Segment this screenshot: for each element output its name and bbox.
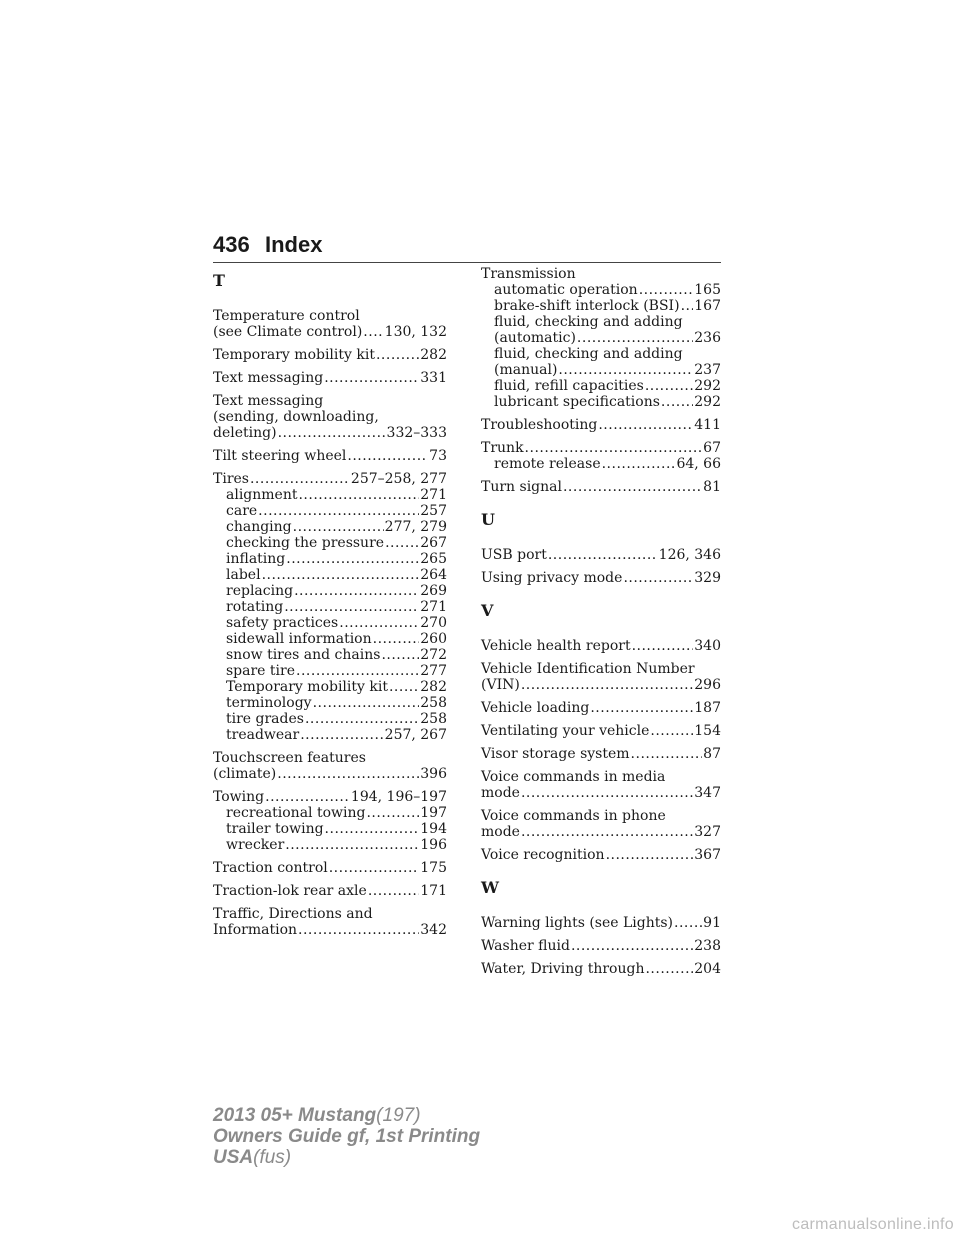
subentry-text: remote release bbox=[494, 456, 601, 472]
page-ref: 260 bbox=[420, 631, 447, 647]
subentry-text: trailer towing bbox=[226, 821, 324, 837]
index-entry bbox=[481, 638, 721, 654]
index-entry bbox=[481, 661, 721, 693]
site-watermark: carmanualsonline.info bbox=[792, 1216, 954, 1233]
footer-guide: Owners Guide gf, 1st Printing bbox=[213, 1126, 481, 1147]
entry-text: Towing bbox=[213, 789, 265, 805]
subentry-text: changing bbox=[226, 519, 292, 535]
page-ref: 258 bbox=[420, 695, 447, 711]
page-ref: 126, 346 bbox=[658, 547, 721, 563]
entry-text: Voice commands in phone bbox=[481, 808, 666, 824]
index-entry bbox=[481, 440, 721, 472]
subentry-list bbox=[226, 487, 447, 743]
footer-model-code: (197) bbox=[376, 1105, 421, 1126]
page-ref: 277, 279 bbox=[384, 519, 447, 535]
entry-text: Text messaging bbox=[213, 393, 324, 409]
subentry-text: rotating bbox=[226, 599, 284, 615]
entry-text: mode bbox=[481, 785, 520, 801]
page-ref: 236 bbox=[694, 330, 721, 346]
page-ref: 342 bbox=[420, 922, 447, 938]
subentry-text: fluid, checking and adding bbox=[494, 314, 683, 330]
index-entry bbox=[481, 915, 721, 931]
index-entry bbox=[213, 471, 447, 743]
page-ref: 257–258, 277 bbox=[350, 471, 447, 487]
subentry-text: safety practices bbox=[226, 615, 339, 631]
page-ref: 340 bbox=[694, 638, 721, 654]
page-ref: 73 bbox=[429, 448, 447, 464]
entry-text: Troubleshooting bbox=[481, 417, 598, 433]
entry-text: Transmission bbox=[481, 266, 576, 282]
footer-model: 2013 05+ Mustang bbox=[213, 1105, 377, 1126]
subentry-text: (automatic) bbox=[494, 330, 576, 346]
page-ref: 81 bbox=[703, 479, 721, 495]
entry-text: Vehicle health report bbox=[481, 638, 631, 654]
page-ref: 167 bbox=[694, 298, 721, 314]
page-ref: 154 bbox=[694, 723, 721, 739]
page-ref: 267 bbox=[420, 535, 447, 551]
entry-text: Turn signal bbox=[481, 479, 562, 495]
index-entry bbox=[481, 938, 721, 954]
page-ref: 87 bbox=[703, 746, 721, 762]
footer-market-code: (fus) bbox=[253, 1147, 292, 1168]
page-ref: 187 bbox=[694, 700, 721, 716]
page-ref: 171 bbox=[420, 883, 447, 899]
section-letter-u: U bbox=[481, 510, 495, 529]
subentry-text: spare tire bbox=[226, 663, 296, 679]
entry-text: Tilt steering wheel bbox=[213, 448, 347, 464]
page-ref: 331 bbox=[420, 370, 447, 386]
page-ref: 196 bbox=[420, 837, 447, 853]
section-letter-v: V bbox=[481, 601, 494, 620]
page-ref: 237 bbox=[694, 362, 721, 378]
entry-text: Traction control bbox=[213, 860, 328, 876]
page-ref: 292 bbox=[694, 378, 721, 394]
index-entry bbox=[481, 723, 721, 739]
page-ref: 64, 66 bbox=[676, 456, 721, 472]
page-ref: 282 bbox=[420, 347, 447, 363]
entry-text: Voice recognition bbox=[481, 847, 605, 863]
index-entry bbox=[213, 789, 447, 853]
page-ref: 238 bbox=[694, 938, 721, 954]
entry-text: (climate) bbox=[213, 766, 277, 782]
page-ref: 130, 132 bbox=[384, 324, 447, 340]
entry-text: (VIN) bbox=[481, 677, 520, 693]
page-ref: 165 bbox=[694, 282, 721, 298]
page-title: Index bbox=[265, 232, 323, 257]
page-ref: 367 bbox=[694, 847, 721, 863]
entry-text: Traction-lok rear axle bbox=[213, 883, 367, 899]
entry-text: Vehicle loading bbox=[481, 700, 590, 716]
page-number: 436 bbox=[213, 232, 250, 257]
print-footer bbox=[213, 1105, 480, 1168]
entry-text: Traffic, Directions and bbox=[213, 906, 373, 922]
subentry-text: terminology bbox=[226, 695, 312, 711]
page-ref: 396 bbox=[420, 766, 447, 782]
index-entry bbox=[213, 347, 447, 363]
entry-text: Information bbox=[213, 922, 298, 938]
subentry-text: recreational towing bbox=[226, 805, 366, 821]
subentry-text: inflating bbox=[226, 551, 286, 567]
entry-text: (see Climate control) bbox=[213, 324, 363, 340]
index-entry bbox=[481, 266, 721, 410]
page-ref: 257, 267 bbox=[384, 727, 447, 743]
page-ref: 332–333 bbox=[386, 425, 447, 441]
page-ref: 272 bbox=[420, 647, 447, 663]
subentry-text: fluid, checking and adding bbox=[494, 346, 683, 362]
page-ref: 411 bbox=[694, 417, 721, 433]
entry-text: Temporary mobility kit bbox=[213, 347, 375, 363]
footer-market: USA bbox=[213, 1147, 254, 1168]
page-ref: 264 bbox=[420, 567, 447, 583]
index-entry bbox=[481, 746, 721, 762]
page-ref: 271 bbox=[420, 599, 447, 615]
index-entry bbox=[213, 370, 447, 386]
index-column-left bbox=[213, 266, 447, 945]
page-ref: 271 bbox=[420, 487, 447, 503]
index-entry bbox=[213, 448, 447, 464]
page-ref: 282 bbox=[420, 679, 447, 695]
entry-text: Visor storage system bbox=[481, 746, 630, 762]
page-ref: 270 bbox=[420, 615, 447, 631]
subentry-text: wrecker bbox=[226, 837, 285, 853]
index-entry bbox=[481, 479, 721, 495]
page-ref: 265 bbox=[420, 551, 447, 567]
page-ref: 277 bbox=[420, 663, 447, 679]
subentry-text: label bbox=[226, 567, 261, 583]
entry-text: Trunk bbox=[481, 440, 524, 456]
subentry-text: (manual) bbox=[494, 362, 558, 378]
index-entry bbox=[481, 769, 721, 801]
page-ref: 327 bbox=[694, 824, 721, 840]
subentry-list bbox=[226, 805, 447, 853]
entry-text: Ventilating your vehicle bbox=[481, 723, 650, 739]
entry-text: Touchscreen features bbox=[213, 750, 366, 766]
index-entry bbox=[481, 570, 721, 586]
entry-text: Vehicle Identification Number bbox=[481, 661, 695, 677]
entry-text: Using privacy mode bbox=[481, 570, 623, 586]
entry-text: Text messaging bbox=[213, 370, 324, 386]
subentry-text: checking the pressure bbox=[226, 535, 385, 551]
page-ref: 257 bbox=[420, 503, 447, 519]
subentry-text: sidewall information bbox=[226, 631, 372, 647]
subentry-text: replacing bbox=[226, 583, 294, 599]
entry-text: mode bbox=[481, 824, 520, 840]
page-ref: 292 bbox=[694, 394, 721, 410]
page-header bbox=[213, 232, 721, 263]
subentry-text: automatic operation bbox=[494, 282, 638, 298]
page-ref: 194, 196–197 bbox=[350, 789, 447, 805]
page-ref: 67 bbox=[703, 440, 721, 456]
subentry-text: tire grades bbox=[226, 711, 304, 727]
index-entry bbox=[213, 393, 447, 441]
index-entry bbox=[481, 700, 721, 716]
entry-text: Voice commands in media bbox=[481, 769, 666, 785]
index-entry bbox=[481, 961, 721, 977]
subentry-list bbox=[494, 456, 721, 472]
section-letter-t: T bbox=[213, 271, 225, 290]
entry-text: Tires bbox=[213, 471, 249, 487]
entry-text: Temperature control bbox=[213, 308, 360, 324]
entry-text: Warning lights (see Lights) bbox=[481, 915, 674, 931]
section-letter-w: W bbox=[481, 878, 499, 897]
index-entry bbox=[213, 906, 447, 938]
page-ref: 296 bbox=[694, 677, 721, 693]
page-ref: 91 bbox=[703, 915, 721, 931]
index-entry bbox=[213, 750, 447, 782]
page-ref: 329 bbox=[694, 570, 721, 586]
subentry-text: lubricant specifications bbox=[494, 394, 660, 410]
subentry-text: brake-shift interlock (BSI) bbox=[494, 298, 680, 314]
index-entry bbox=[213, 883, 447, 899]
entry-text: deleting) bbox=[213, 425, 277, 441]
entry-text: Water, Driving through bbox=[481, 961, 645, 977]
subentry-text: alignment bbox=[226, 487, 298, 503]
index-entry bbox=[481, 808, 721, 840]
page-ref: 197 bbox=[420, 805, 447, 821]
subentry-text: Temporary mobility kit bbox=[226, 679, 388, 695]
entry-text: Washer fluid bbox=[481, 938, 570, 954]
index-entry bbox=[481, 547, 721, 563]
index-entry bbox=[481, 847, 721, 863]
page-ref: 269 bbox=[420, 583, 447, 599]
page-ref: 347 bbox=[694, 785, 721, 801]
page-ref: 258 bbox=[420, 711, 447, 727]
index-entry bbox=[213, 860, 447, 876]
subentry-text: fluid, refill capacities bbox=[494, 378, 644, 394]
page-ref: 194 bbox=[420, 821, 447, 837]
subentry-text: care bbox=[226, 503, 258, 519]
subentry-text: treadwear bbox=[226, 727, 300, 743]
index-entry bbox=[481, 417, 721, 433]
page-ref: 204 bbox=[694, 961, 721, 977]
entry-text: USB port bbox=[481, 547, 547, 563]
index-entry bbox=[213, 308, 447, 340]
subentry-text: snow tires and chains bbox=[226, 647, 381, 663]
entry-text: (sending, downloading, bbox=[213, 409, 379, 425]
subentry-list bbox=[494, 282, 721, 410]
page-ref: 175 bbox=[420, 860, 447, 876]
index-column-right bbox=[481, 266, 721, 984]
